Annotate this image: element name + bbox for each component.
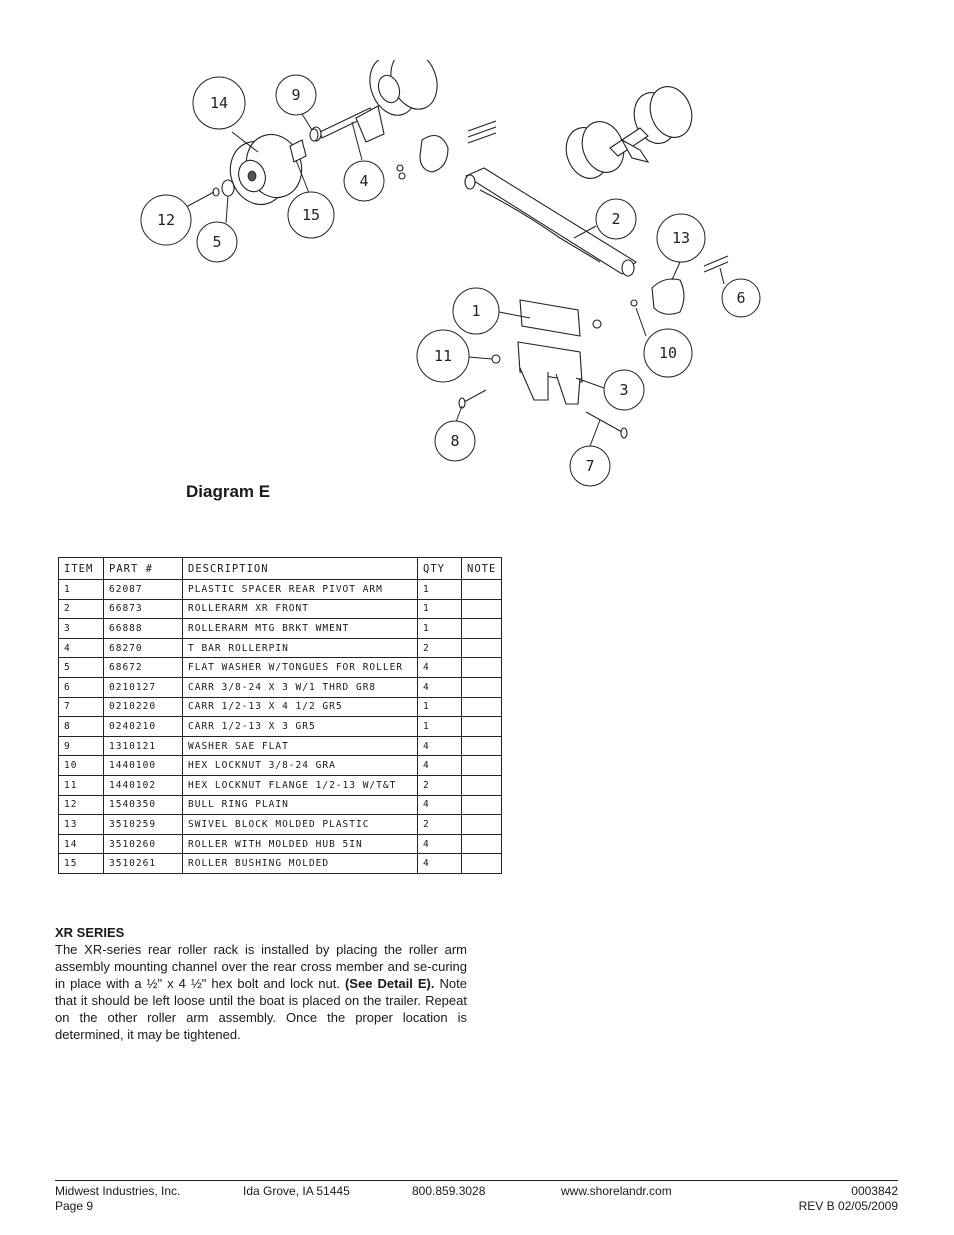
parts-table (58, 557, 502, 874)
footer-phone: 800.859.3028 (412, 1184, 486, 1198)
carriage-bolts-6 (704, 256, 728, 272)
cell-note (462, 599, 502, 619)
cell-description: WASHER SAE FLAT (183, 736, 418, 756)
callout-1 (453, 288, 499, 334)
footer-company: Midwest Industries, Inc. (55, 1184, 181, 1198)
cell-part-number: 1440100 (104, 756, 183, 776)
carriage-bolt-7 (586, 412, 627, 438)
cell-qty: 4 (418, 854, 462, 874)
locknut-small (397, 165, 403, 171)
swivel-block (652, 279, 684, 314)
footer-page: Page 9 (55, 1199, 94, 1213)
flat-washer (222, 180, 234, 196)
roller-right-pair (559, 81, 698, 185)
cell-item: 6 (59, 677, 104, 697)
cell-description: PLASTIC SPACER REAR PIVOT ARM (183, 580, 418, 600)
cell-qty: 4 (418, 736, 462, 756)
body-text-2: Note that it should be left loose until the boat is placed on the trailer. Repeat on the other roller arm assembly. Once the proper location is determined, it may be tightened. (55, 976, 467, 1042)
cell-note (462, 775, 502, 795)
table-row (59, 775, 502, 795)
table-row (59, 658, 502, 678)
cell-note (462, 854, 502, 874)
callout-14 (193, 77, 245, 129)
cell-item: 11 (59, 775, 104, 795)
cell-item: 8 (59, 717, 104, 737)
svg-text:14: 14 (209, 94, 229, 112)
svg-text:4: 4 (359, 172, 369, 190)
cell-item: 10 (59, 756, 104, 776)
footer-city: Ida Grove, IA 51445 (243, 1184, 350, 1198)
section-heading: XR SERIES (55, 925, 125, 940)
cell-qty: 4 (418, 795, 462, 815)
body-text-1: The XR-series rear roller rack is installed by placing the roller arm assembly mounting channel over the rear cross member and se-curing in place with a ½" x 4 ½" hex bolt and lock nut. (55, 942, 467, 991)
header-qty: QTY (418, 558, 462, 580)
footer-divider (55, 1180, 898, 1181)
cell-note (462, 834, 502, 854)
svg-text:13: 13 (671, 229, 691, 247)
callout-3 (604, 370, 644, 410)
callout-5 (197, 222, 237, 262)
detail-reference: (See Detail E). (344, 976, 435, 991)
header-description: DESCRIPTION (183, 558, 418, 580)
table-row (59, 619, 502, 639)
cell-part-number: 66888 (104, 619, 183, 639)
cell-qty: 1 (418, 599, 462, 619)
callout-11 (417, 330, 469, 382)
cell-note (462, 580, 502, 600)
table-row (59, 834, 502, 854)
table-row (59, 815, 502, 835)
cell-item: 3 (59, 619, 104, 639)
exploded-parts-diagram (120, 60, 780, 490)
cell-part-number: 62087 (104, 580, 183, 600)
cell-part-number: 1540350 (104, 795, 183, 815)
svg-text:11: 11 (433, 347, 453, 365)
cell-item: 12 (59, 795, 104, 815)
footer-revision: REV B 02/05/2009 (798, 1199, 898, 1213)
svg-text:5: 5 (212, 233, 222, 251)
cell-description: ROLLER WITH MOLDED HUB 5IN (183, 834, 418, 854)
cell-item: 13 (59, 815, 104, 835)
cell-note (462, 795, 502, 815)
callout-6 (722, 279, 760, 317)
cell-note (462, 619, 502, 639)
cell-part-number: 3510260 (104, 834, 183, 854)
svg-text:3: 3 (619, 381, 629, 399)
svg-text:1: 1 (471, 302, 481, 320)
header-note: NOTE (462, 558, 502, 580)
mounting-bracket (518, 342, 582, 404)
cell-description: ROLLERARM XR FRONT (183, 599, 418, 619)
table-row (59, 677, 502, 697)
cell-part-number: 3510261 (104, 854, 183, 874)
cell-part-number: 68270 (104, 638, 183, 658)
cell-item: 15 (59, 854, 104, 874)
cell-description: ROLLER BUSHING MOLDED (183, 854, 418, 874)
cell-qty: 4 (418, 834, 462, 854)
cell-part-number: 1440102 (104, 775, 183, 795)
cell-item: 14 (59, 834, 104, 854)
callout-13 (657, 214, 705, 262)
footer-doc-number: 0003842 (851, 1184, 898, 1198)
cell-note (462, 677, 502, 697)
cell-qty: 2 (418, 775, 462, 795)
callout-2 (596, 199, 636, 239)
xr-series-section (55, 924, 467, 1043)
cell-description: T BAR ROLLERPIN (183, 638, 418, 658)
cell-part-number: 66873 (104, 599, 183, 619)
cell-item: 9 (59, 736, 104, 756)
cell-part-number: 0210220 (104, 697, 183, 717)
cell-item: 2 (59, 599, 104, 619)
table-row (59, 599, 502, 619)
roller-pin (311, 106, 384, 142)
callout-7 (570, 446, 610, 486)
cell-description: ROLLERARM MTG BRKT WMENT (183, 619, 418, 639)
cell-description: HEX LOCKNUT 3/8-24 GRA (183, 756, 418, 776)
table-row (59, 736, 502, 756)
svg-text:15: 15 (301, 206, 321, 224)
callout-4 (344, 161, 384, 201)
washer (310, 129, 318, 141)
svg-text:6: 6 (736, 289, 746, 307)
callout-10 (644, 329, 692, 377)
diagram-title: Diagram E (186, 482, 271, 501)
table-row (59, 580, 502, 600)
cell-description: FLAT WASHER W/TONGUES FOR ROLLER (183, 658, 418, 678)
svg-text:8: 8 (450, 432, 460, 450)
svg-text:12: 12 (156, 211, 176, 229)
svg-text:9: 9 (291, 86, 301, 104)
table-row (59, 638, 502, 658)
svg-text:2: 2 (611, 210, 621, 228)
svg-text:7: 7 (585, 457, 595, 475)
cell-note (462, 697, 502, 717)
cell-qty: 1 (418, 717, 462, 737)
cell-item: 4 (59, 638, 104, 658)
table-row (59, 756, 502, 776)
cell-qty: 2 (418, 638, 462, 658)
table-row (59, 854, 502, 874)
callout-12 (141, 195, 191, 245)
cell-qty: 2 (418, 815, 462, 835)
cell-description: CARR 1/2-13 X 3 GR5 (183, 717, 418, 737)
cell-qty: 4 (418, 756, 462, 776)
cell-qty: 1 (418, 619, 462, 639)
cell-qty: 1 (418, 697, 462, 717)
cell-note (462, 815, 502, 835)
cell-part-number: 68672 (104, 658, 183, 678)
table-header-row (59, 558, 502, 580)
callout-8 (435, 421, 475, 461)
cell-description: CARR 1/2-13 X 4 1/2 GR5 (183, 697, 418, 717)
hex-locknut (492, 355, 500, 363)
table-row (59, 717, 502, 737)
cell-part-number: 3510259 (104, 815, 183, 835)
callout-9 (276, 75, 316, 115)
carriage-bolts-top (468, 121, 496, 143)
footer-website: www.shorelandr.com (561, 1184, 672, 1198)
cell-qty: 1 (418, 580, 462, 600)
cell-note (462, 717, 502, 737)
callout-15 (288, 192, 334, 238)
cell-description: CARR 3/8-24 X 3 W/1 THRD GR8 (183, 677, 418, 697)
cell-description: HEX LOCKNUT FLANGE 1/2-13 W/T&T (183, 775, 418, 795)
section-body (55, 941, 467, 1043)
cell-item: 1 (59, 580, 104, 600)
carriage-bolt-8 (459, 390, 486, 408)
cell-qty: 4 (418, 658, 462, 678)
svg-text:10: 10 (658, 344, 678, 362)
cell-description: SWIVEL BLOCK MOLDED PLASTIC (183, 815, 418, 835)
table-row (59, 795, 502, 815)
cell-item: 7 (59, 697, 104, 717)
swivel-block-top (420, 136, 448, 173)
table-row (59, 697, 502, 717)
cell-note (462, 638, 502, 658)
header-part: PART # (104, 558, 183, 580)
cell-part-number: 0240210 (104, 717, 183, 737)
cell-note (462, 658, 502, 678)
cell-part-number: 1310121 (104, 736, 183, 756)
cell-qty: 4 (418, 677, 462, 697)
header-item: ITEM (59, 558, 104, 580)
cell-part-number: 0210127 (104, 677, 183, 697)
cell-note (462, 756, 502, 776)
parts-table-body (59, 580, 502, 874)
cell-note (462, 736, 502, 756)
cell-item: 5 (59, 658, 104, 678)
cell-description: BULL RING PLAIN (183, 795, 418, 815)
